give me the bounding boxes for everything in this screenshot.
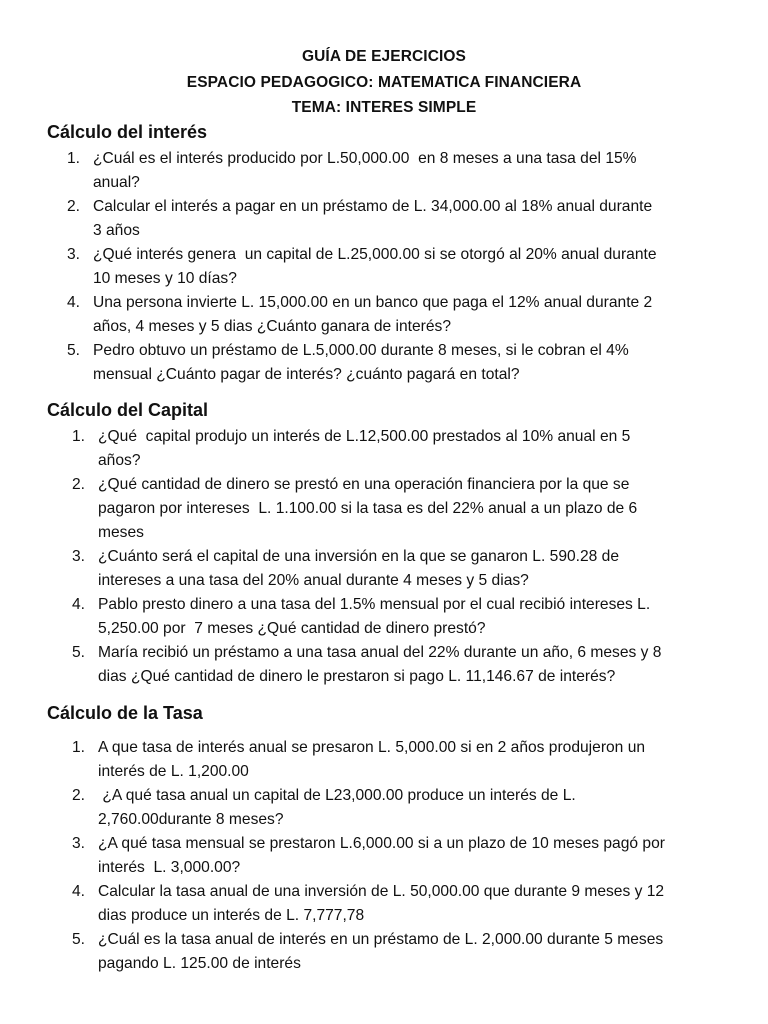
question-item <box>72 473 732 545</box>
question-item <box>72 593 732 641</box>
question-text-line: pagando L. 125.00 de interés <box>98 955 301 972</box>
question-text-line: 3 años <box>93 222 140 239</box>
question-text-line: ¿Cuál es la tasa anual de interés en un préstamo de L. 2,000.00 durante 5 meses <box>98 931 664 948</box>
question-text-line: dias ¿Qué cantidad de dinero le prestaron si pago L. 11,146.67 de interés? <box>98 668 616 685</box>
question-text-line: dias produce un interés de L. 7,777,78 <box>98 907 365 924</box>
question-number: 3. <box>72 835 86 852</box>
question-text-line: años? <box>98 452 141 469</box>
question-number: 4. <box>67 294 81 311</box>
question-text-line: María recibió un préstamo a una tasa anual del 22% durante un año, 6 meses y 8 <box>98 644 662 661</box>
question-number: 5. <box>72 931 86 948</box>
question-list-tasa <box>72 736 732 976</box>
question-text-line: interés L. 3,000.00? <box>98 859 241 876</box>
question-text-line: intereses a una tasa del 20% anual durante 4 meses y 5 dias? <box>98 572 529 589</box>
question-number: 2. <box>67 198 81 215</box>
question-number: 5. <box>67 342 81 359</box>
question-number: 4. <box>72 596 86 613</box>
question-text-line: 10 meses y 10 días? <box>93 270 237 287</box>
question-list-capital <box>72 425 732 689</box>
question-text-line: años, 4 meses y 5 dias ¿Cuánto ganara de interés? <box>93 318 452 335</box>
question-text-line: meses <box>98 524 144 541</box>
question-text-line: ¿Qué interés genera un capital de L.25,000.00 si se otorgó al 20% anual durante <box>93 246 657 263</box>
question-text-line: ¿Cuál es el interés producido por L.50,000.00 en 8 meses a una tasa del 15% <box>93 150 637 167</box>
question-item <box>72 545 732 593</box>
question-text-line: pagaron por intereses L. 1.100.00 si la tasa es del 22% anual a un plazo de 6 <box>98 500 638 517</box>
question-text-line: anual? <box>93 174 140 191</box>
question-text-line: interés de L. 1,200.00 <box>98 763 249 780</box>
question-number: 2. <box>72 787 86 804</box>
question-item <box>67 291 727 339</box>
question-text-line: Una persona invierte L. 15,000.00 en un banco que paga el 12% anual durante 2 <box>93 294 653 311</box>
question-item <box>72 880 732 928</box>
question-item <box>72 784 732 832</box>
question-item <box>67 147 727 195</box>
question-item <box>67 195 727 243</box>
question-number: 1. <box>72 428 86 445</box>
question-text-line: Calcular la tasa anual de una inversión de L. 50,000.00 que durante 9 meses y 12 <box>98 883 665 900</box>
question-number: 2. <box>72 476 86 493</box>
section-title-tasa: Cálculo de la Tasa <box>47 703 203 723</box>
question-text-line: 2,760.00durante 8 meses? <box>98 811 284 828</box>
question-text-line: 5,250.00 por 7 meses ¿Qué cantidad de dinero prestó? <box>98 620 486 637</box>
question-list-interes <box>67 147 727 387</box>
question-number: 1. <box>72 739 86 756</box>
question-item <box>67 243 727 291</box>
question-text-line: Pablo presto dinero a una tasa del 1.5% mensual por el cual recibió intereses L. <box>98 596 651 613</box>
question-text-line: A que tasa de interés anual se presaron L. 5,000.00 si en 2 años produjeron un <box>98 739 646 756</box>
question-number: 4. <box>72 883 86 900</box>
question-text-line: mensual ¿Cuánto pagar de interés? ¿cuánto pagará en total? <box>93 366 520 383</box>
question-text-line: ¿Qué capital produjo un interés de L.12,500.00 prestados al 10% anual en 5 <box>98 428 631 445</box>
question-item <box>72 641 732 689</box>
question-number: 5. <box>72 644 86 661</box>
question-number: 3. <box>72 548 86 565</box>
document-header <box>0 44 768 121</box>
header-subject: ESPACIO PEDAGOGICO: MATEMATICA FINANCIERA <box>186 73 582 91</box>
question-text-line: ¿A qué tasa mensual se prestaron L.6,000.00 si a un plazo de 10 meses pagó por <box>98 835 665 852</box>
question-item <box>67 339 727 387</box>
question-item <box>72 832 732 880</box>
question-item <box>72 425 732 473</box>
question-text-line: Pedro obtuvo un préstamo de L.5,000.00 durante 8 meses, si le cobran el 4% <box>93 342 629 359</box>
question-item <box>72 928 732 976</box>
question-text-line: Calcular el interés a pagar en un préstamo de L. 34,000.00 al 18% anual durante <box>93 198 653 215</box>
question-item <box>72 736 732 784</box>
section-title-capital: Cálculo del Capital <box>47 400 209 420</box>
header-title: GUÍA DE EJERCICIOS <box>301 48 466 65</box>
question-number: 3. <box>67 246 81 263</box>
section-title-interes: Cálculo del interés <box>47 122 208 142</box>
question-text-line: ¿A qué tasa anual un capital de L23,000.00 produce un interés de L. <box>98 787 576 804</box>
question-number: 1. <box>67 150 81 167</box>
header-topic: TEMA: INTERES SIMPLE <box>291 99 477 116</box>
question-text-line: ¿Qué cantidad de dinero se prestó en una operación financiera por la que se <box>98 476 630 493</box>
question-text-line: ¿Cuánto será el capital de una inversión en la que se ganaron L. 590.28 de <box>98 548 620 565</box>
